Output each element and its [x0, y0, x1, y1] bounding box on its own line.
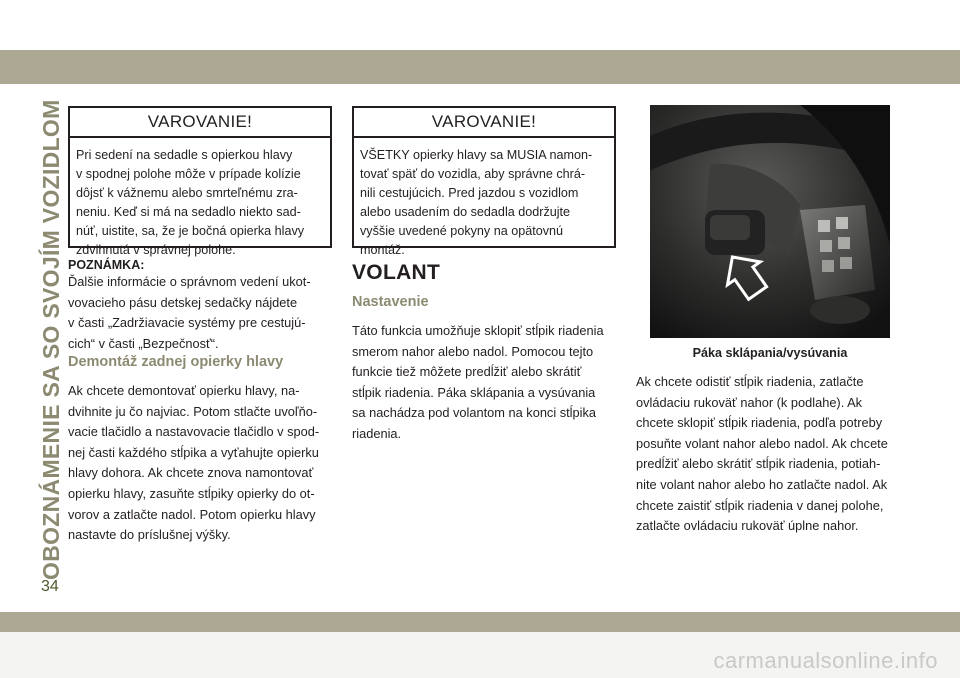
text-line: nili cestujúcich. Pred jazdou s vozidlom — [360, 186, 579, 200]
text-line: predĺžiť alebo skrátiť stĺpik riadenia, potiah- — [636, 456, 881, 472]
text-line: montáž. — [360, 243, 405, 257]
text-line: núť, uistite, sa, že je bočná opierka hlavy — [76, 224, 305, 238]
text-line: vyššie uvedené pokyny na opätovnú — [360, 224, 564, 238]
text-line: zdvihnutá v správnej polohe. — [76, 243, 236, 257]
text-line: nite volant nahor alebo ho zatlačte nadol. Ak — [636, 476, 888, 492]
text-line: Pri sedení na sedadle s opierkou hlavy — [76, 148, 293, 162]
text-line: hlavy dohora. Ak chcete znova namontovať — [68, 465, 314, 481]
steering-paragraph — [352, 321, 616, 445]
text-line: vovacieho pásu detskej sedačky nájdete — [68, 294, 298, 310]
text-line: Ak chcete odistiť stĺpik riadenia, zatlačte — [636, 374, 864, 389]
text-line: vacie tlačidlo a nastavovacie tlačidlo v spod- — [68, 424, 320, 440]
headrest-heading: Demontáž zadnej opierky hlavy — [68, 354, 284, 370]
text-line: chcete sklopiť stĺpik riadenia, podľa potreby — [636, 415, 883, 431]
right-paragraph — [636, 372, 904, 537]
warning-box-middle — [352, 106, 616, 257]
text-line: tovať späť do vozidla, aby správne chrá- — [360, 167, 586, 181]
steering-subheading: Nastavenie — [352, 294, 429, 310]
figure-caption: Páka sklápania/vysúvania — [692, 346, 848, 360]
warning-title: VAROVANIE! — [70, 108, 330, 138]
text-line: sa nachádza pod volantom na konci stĺpika — [352, 405, 597, 421]
steering-lever-photo — [650, 105, 890, 338]
footer-bar — [0, 612, 960, 632]
text-line: dvihnite ju čo najviac. Potom stlačte uvoľňo- — [68, 403, 318, 419]
text-line: ovládaciu rukoväť nahor (k podlahe). Ak — [636, 394, 863, 410]
header-bar — [0, 50, 960, 84]
warning-title: VAROVANIE! — [354, 108, 614, 138]
text-line: Ak chcete demontovať opierku hlavy, na- — [68, 383, 300, 398]
text-line: nastavte do príslušnej výšky. — [68, 527, 231, 543]
text-line: vorov a zatlačte nadol. Potom opierku hlavy — [68, 506, 316, 522]
warning-body — [70, 138, 330, 266]
text-line: opierku hlavy, zasuňte stĺpiky opierky do ot- — [68, 485, 315, 501]
text-line: dôjsť k vážnemu alebo smrteľnému zra- — [76, 186, 298, 200]
text-line: nej časti každého stĺpika a vyťahujte opierku — [68, 444, 319, 460]
text-line: funkcie tiež môžete predĺžiť alebo skrátiť — [352, 364, 582, 380]
text-line: riadenia. — [352, 425, 402, 441]
warning-body — [354, 138, 614, 266]
note-label: POZNÁMKA: — [68, 258, 145, 272]
text-line: stĺpik riadenia. Páka sklápania a vysúvania — [352, 384, 596, 400]
text-line: cich“ v časti „Bezpečnosť“. — [68, 335, 219, 351]
watermark: carmanualsonline.info — [713, 648, 938, 673]
top-margin — [0, 0, 960, 50]
text-line: chcete zaistiť stĺpik riadenia v danej polohe, — [636, 497, 884, 513]
text-line: Táto funkcia umožňuje sklopiť stĺpik riadenia — [352, 323, 604, 338]
warning-box-left — [68, 106, 332, 257]
text-line: neniu. Keď si má na sedadlo niekto sad- — [76, 205, 301, 219]
section-side-title: OBOZNÁMENIE SA SO SVOJÍM VOZIDLOM — [38, 99, 64, 580]
text-line: posuňte volant nahor alebo nadol. Ak chcete — [636, 435, 888, 451]
text-line: Ďalšie informácie o správnom vedení ukot- — [68, 274, 311, 289]
note-paragraph — [68, 272, 332, 354]
text-line: VŠETKY opierky hlavy sa MUSIA namon- — [360, 148, 593, 162]
text-line: alebo usadením do sedadla dodržujte — [360, 205, 571, 219]
page-number: 34 — [41, 578, 59, 595]
text-line: zatlačte ovládaciu rukoväť úplne nahor. — [636, 518, 859, 534]
text-line: v časti „Zadržiavacie systémy pre cestujú- — [68, 315, 306, 331]
text-line: smerom nahor alebo nadol. Pomocou tejto — [352, 343, 594, 359]
steering-heading: VOLANT — [352, 261, 441, 284]
headrest-paragraph — [68, 381, 332, 546]
text-line: v spodnej polohe môže v prípade kolízie — [76, 167, 301, 181]
tilt-telescope-lever-icon — [650, 105, 890, 338]
